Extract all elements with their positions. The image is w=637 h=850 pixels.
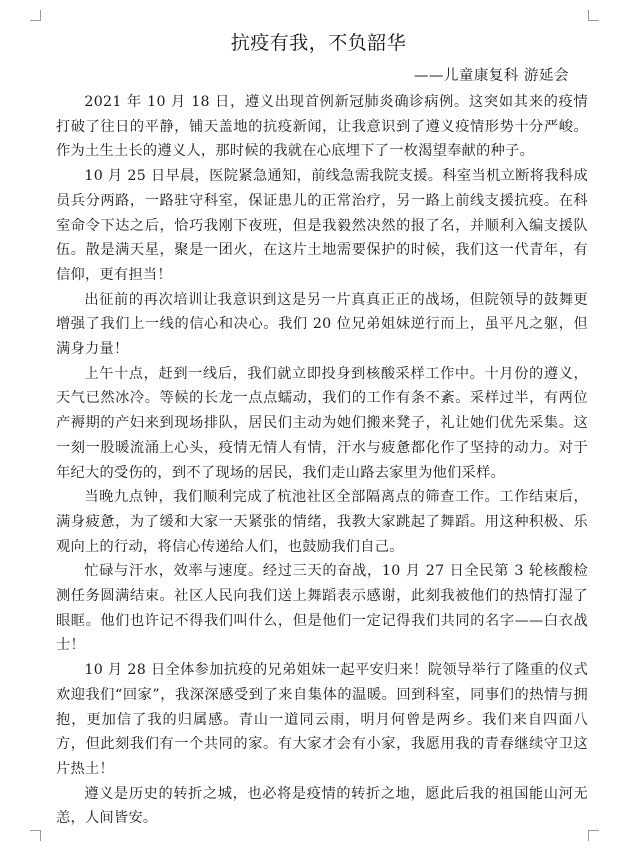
document-body xyxy=(56,90,588,831)
page-corner-mark-bottom-right xyxy=(588,830,599,841)
document-title: 抗疫有我，不负韶华 xyxy=(230,32,407,54)
paragraph-6: 忙碌与汗水，效率与速度。经过三天的奋战，10 月 27 日全民第 3 轮核酸检测任务圆满结束。社区人民向我们送上舞蹈表示感谢，此刻我被他们的热情打湿了眼眶。他们也许记不得我们叫什么，但是他们一定记得我们共同的名字——白衣战士！ xyxy=(56,563,588,654)
paragraph-7: 10 月 28 日全体参加抗疫的兄弟姐妹一起平安归来！院领导举行了隆重的仪式欢迎我们“回家”，我深深感受到了来自集体的温暖。回到科室，同事们的热情与拥抱，更加信了我的归属感。青山一道同云雨，明月何曾是两乡。我们来自四面八方，但此刻我们有一个共同的家。有大家才会有小家，我愿用我的青春继续守卫这片热土！ xyxy=(56,662,588,777)
page-corner-mark-top-right xyxy=(588,10,599,21)
paragraph-8: 遵义是历史的转折之城，也必将是疫情的转折之地，愿此后我的祖国能山河无恙，人间皆安。 xyxy=(56,785,588,827)
page-corner-mark-top-left xyxy=(30,10,41,21)
document-author: ——儿童康复科 游延会 xyxy=(413,68,569,84)
paragraph-3: 出征前的再次培训让我意识到这是另一片真真正正的战场，但院领导的鼓舞更增强了我们上一线的信心和决心。我们 20 位兄弟姐妹逆行而上，虽平凡之躯，但满身力量！ xyxy=(56,291,588,358)
paragraph-4: 上午十点，赶到一线后，我们就立即投身到核酸采样工作中。十月份的遵义，天气已然冰冷。等候的长龙一点点蠕动，我们的工作有条不紊。采样过半，有两位产褥期的产妇来到现场排队，居民们主动为她们搬来凳子，礼让她们优先采集。这一刻一股暖流涌上心头，疫情无情人有情，汗水与疲惫都化作了坚持的动力。对于年纪大的受伤的，到不了现场的居民，我们走山路去家里为他们采样。 xyxy=(56,365,588,481)
paragraph-1: 2021 年 10 月 18 日，遵义出现首例新冠肺炎确诊病例。这突如其来的疫情打破了往日的平静，铺天盖地的抗疫新闻，让我意识到了遵义疫情形势十分严峻。作为土生土长的遵义人，那时候的我就在心底埋下了一枚渴望奉献的种子。 xyxy=(56,94,588,160)
paragraph-5: 当晚九点钟，我们顺利完成了杭池社区全部隔离点的筛查工作。工作结束后，满身疲惫，为了缓和大家一天紧张的情绪，我教大家跳起了舞蹈。用这种积极、乐观向上的行动，将信心传递给人们，也鼓励我们自己。 xyxy=(56,489,588,555)
page-corner-mark-bottom-left xyxy=(30,830,41,841)
paragraph-2: 10 月 25 日早晨，医院紧急通知，前线急需我院支援。科室当机立断将我科成员兵分两路，一路驻守科室，保证患儿的正常治疗，另一路上前线支援抗疫。在科室命令下达之后，恰巧我刚下夜班，但是我毅然决然的报了名，并顺利入编支援队伍。散是满天星，聚是一团火，在这片土地需要保护的时候，我们这一代青年，有信仰，更有担当！ xyxy=(56,168,588,283)
